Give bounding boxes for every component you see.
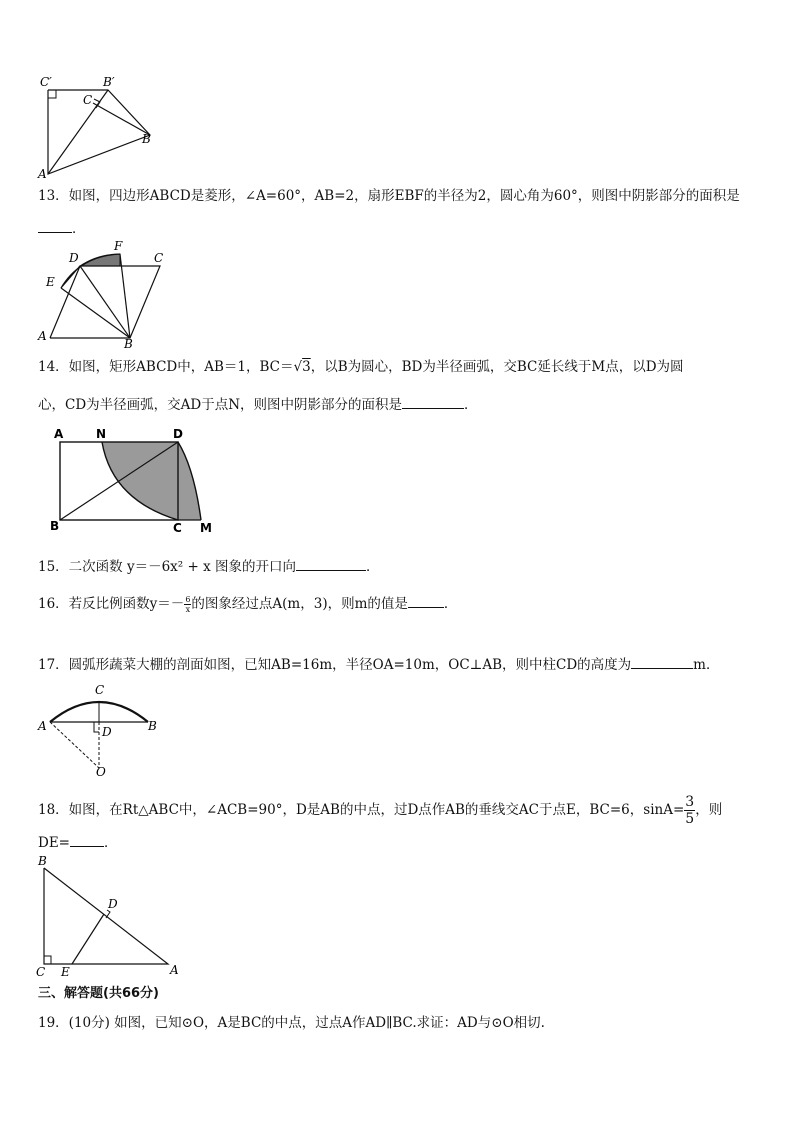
question-19: 19．(10分) 如图，已知⊙O，A是BC的中点，过点A作AD∥BC.求证：AD与⊙O相切. [38,1015,545,1031]
label-d: D [173,428,183,441]
figure-q12 [36,70,166,180]
label-d: D [69,251,79,265]
label-b: B [142,132,151,146]
label-n: N [96,428,107,441]
label-d: D [108,897,118,911]
answer-blank-q14[interactable] [402,394,464,409]
figure-q17 [36,682,166,778]
question-18-line1: 18．如图，在Rt△ABC中，∠ACB=90°，D是AB的中点，过D点作AB的垂线交AC于点E，BC=6，sinA= $\frac{3}{5}$ ，则 [38,794,723,827]
label-f: F [114,240,123,253]
label-e: E [61,965,70,979]
answer-blank-q18[interactable] [70,832,104,847]
answer-blank-q13[interactable] [38,218,72,233]
label-b: B [38,854,47,868]
answer-blank-q16[interactable] [408,593,444,608]
answer-blank-q17[interactable] [631,654,693,669]
label-b-prime: B′ [103,75,115,89]
question-16: 16．若反比例函数y＝－ $\frac{6}{x}$ 的图象经过点A(m，3)，则m的值是 ． [38,595,458,614]
question-17: 17．圆弧形蔬菜大棚的剖面如图，已知AB=16m，半径OA=10m，OC⊥AB，则中柱CD的高度为 m． [38,654,719,675]
label-a: A [38,167,47,180]
label-b: B [50,519,60,533]
label-c-prime: C′ [40,75,52,89]
label-d: D [102,725,112,739]
label-e: E [46,275,55,289]
label-a: A [170,963,179,977]
label-b: B [124,337,133,348]
label-a: A [38,719,47,733]
sqrt-symbol: √ [293,359,303,375]
question-14-line1: 14．如图，矩形ABCD中，AB＝1，BC＝√3，以B为圆心，BD为半径画弧，交BC延长线于M点，以D为圆 [38,359,684,375]
label-c: C [173,521,182,535]
question-15: 15．二次函数 y＝－6x² + x 图象的开口向 ． [38,556,380,577]
answer-blank-q15[interactable] [296,556,366,571]
section-title: 三、解答题(共66分) [38,986,159,1001]
figure-q18 [34,852,184,980]
label-c: C [36,965,46,979]
question-14-line2: 心，CD为半径画弧，交AD于点N，则图中阴影部分的面积是 ． [38,394,478,415]
question-13-answer-line: ． [38,218,86,239]
label-o: O [96,765,106,778]
label-a: A [38,329,47,343]
label-a: A [54,428,64,441]
q13-line1: 13．如图，四边形ABCD是菱形，∠A=60°，AB=2，扇形EBF的半径为2，圆心角为60°，则图中阴影部分的面积是 [38,188,740,204]
label-m: M [200,521,212,535]
question-18-line2: DE= ． [38,832,118,853]
label-b: B [148,719,157,733]
label-c: C [154,251,164,265]
figure-q14 [46,428,216,536]
question-13-text [38,186,740,206]
figure-q13 [36,240,176,348]
label-c: C [95,683,105,697]
label-c: C [83,93,93,107]
